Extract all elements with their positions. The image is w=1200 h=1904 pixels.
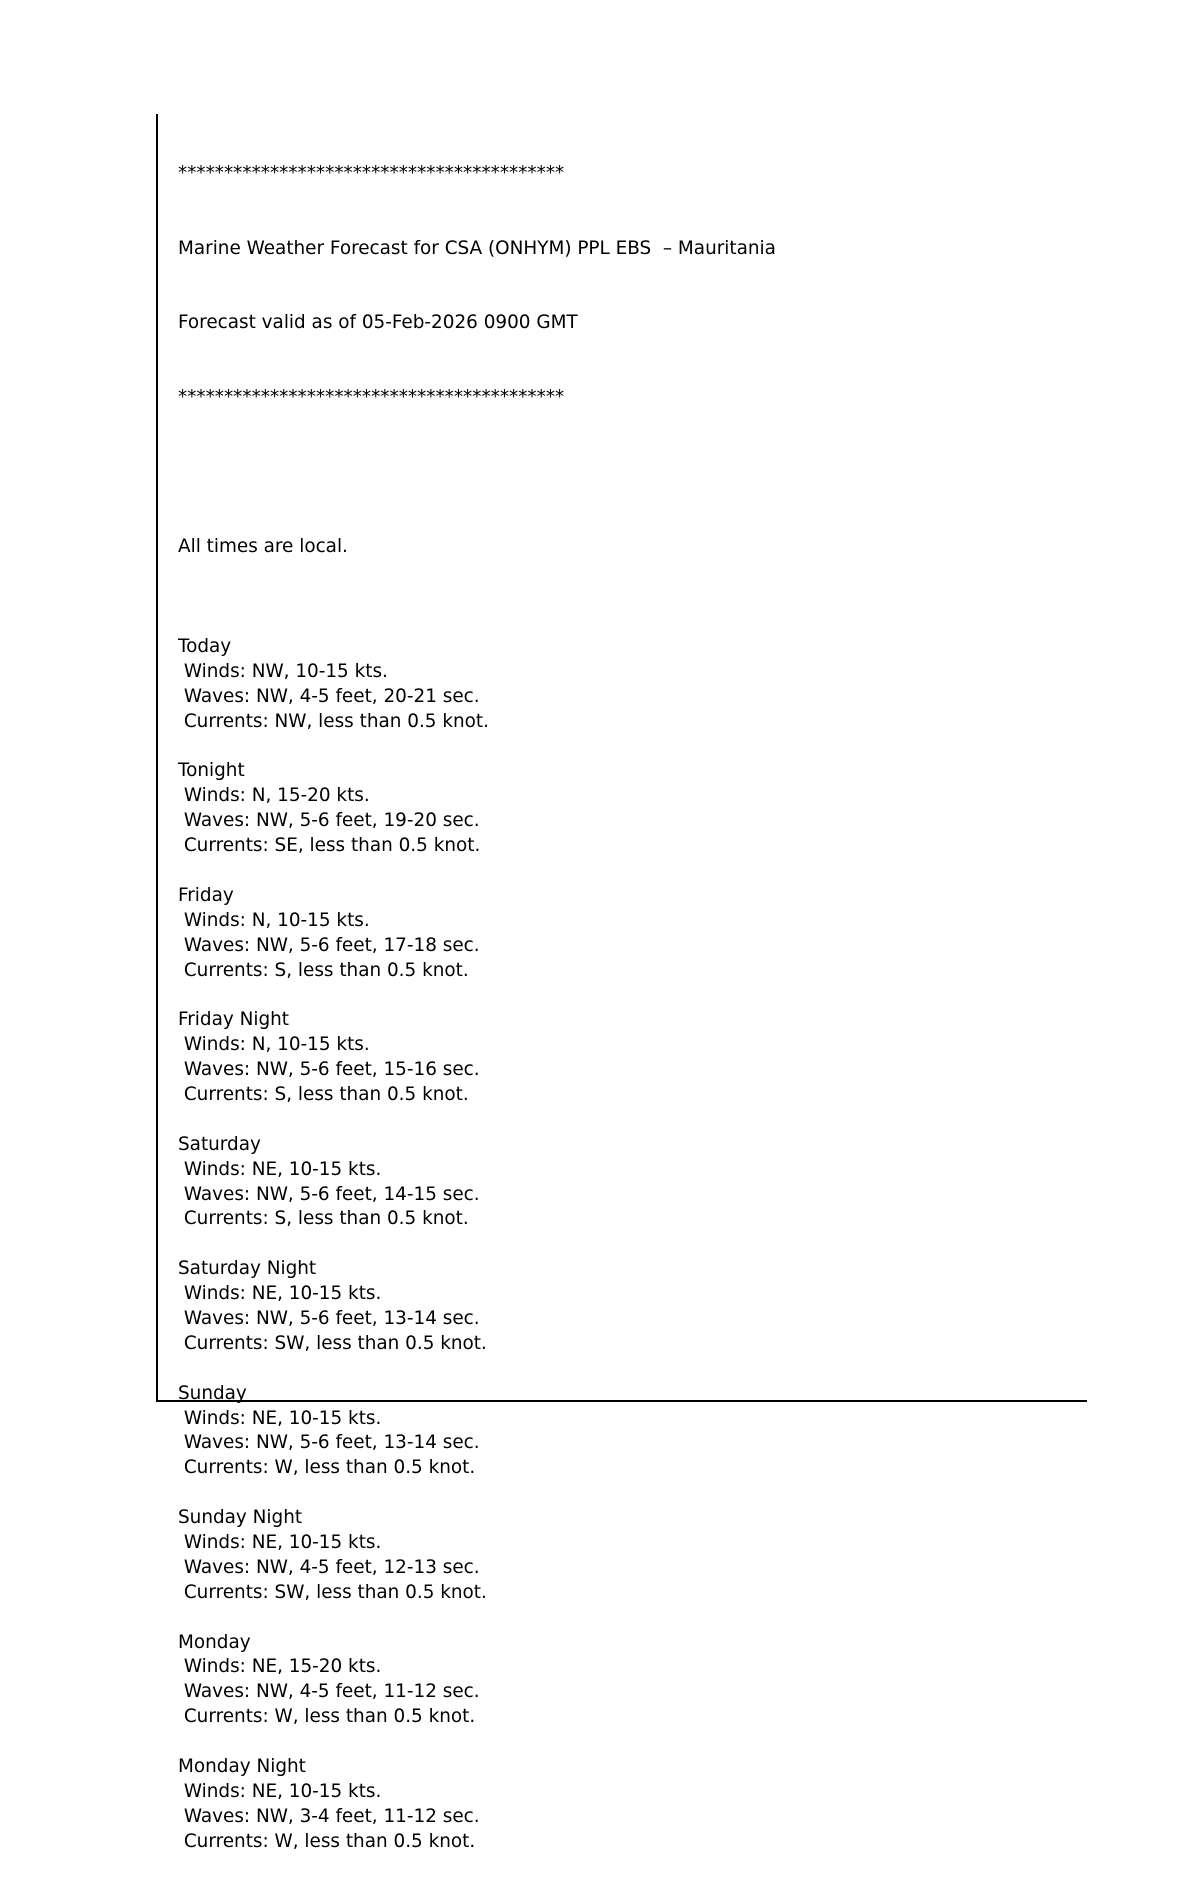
- section-title: Friday Night: [178, 1009, 289, 1031]
- forecast-line: Waves: NW, 4-5 feet, 20-21 sec.: [178, 685, 480, 707]
- forecast-line: Waves: NW, 5-6 feet, 17-18 sec.: [178, 934, 480, 956]
- forecast-line: Currents: W, less than 0.5 knot.: [178, 1830, 476, 1852]
- forecast-line: Waves: NW, 5-6 feet, 14-15 sec.: [178, 1183, 480, 1205]
- forecast-line: Waves: NW, 5-6 feet, 15-16 sec.: [178, 1059, 480, 1081]
- forecast-line: Currents: SW, less than 0.5 knot.: [178, 1332, 487, 1354]
- forecast-line: Waves: NW, 5-6 feet, 13-14 sec.: [178, 1432, 480, 1454]
- forecast-line: Winds: NE, 10-15 kts.: [178, 1780, 382, 1802]
- forecast-line: Winds: NE, 15-20 kts.: [178, 1656, 382, 1678]
- blank-line: [178, 1730, 776, 1755]
- forecast-line: Winds: NE, 10-15 kts.: [178, 1531, 382, 1553]
- box-left-border: [156, 114, 158, 1402]
- forecast-line: Waves: NW, 5-6 feet, 19-20 sec.: [178, 810, 480, 832]
- forecast-line: Waves: NW, 3-4 feet, 11-12 sec.: [178, 1805, 480, 1827]
- forecast-line: Currents: S, less than 0.5 knot.: [178, 959, 469, 981]
- forecast-line: Waves: NW, 4-5 feet, 11-12 sec.: [178, 1681, 480, 1703]
- forecast-line: Currents: SW, less than 0.5 knot.: [178, 1581, 487, 1603]
- forecast-line: Currents: SE, less than 0.5 knot.: [178, 835, 481, 857]
- forecast-line: Currents: W, less than 0.5 knot.: [178, 1457, 476, 1479]
- forecast-valid-line: Forecast valid as of 05-Feb-2026 0900 GMT: [178, 312, 578, 334]
- section-title: Sunday Night: [178, 1507, 303, 1529]
- blank-line: [178, 1232, 776, 1257]
- section-title: Saturday: [178, 1133, 261, 1155]
- forecast-line: Winds: NW, 10-15 kts.: [178, 660, 388, 682]
- forecast-line: Winds: NE, 10-15 kts.: [178, 1158, 382, 1180]
- forecast-line: Currents: W, less than 0.5 knot.: [178, 1706, 476, 1728]
- section-title: Sunday: [178, 1382, 247, 1404]
- forecast-line: Winds: N, 15-20 kts.: [178, 785, 370, 807]
- section-title: Saturday Night: [178, 1258, 317, 1280]
- section-title: Tonight: [178, 760, 245, 782]
- forecast-line: Waves: NW, 4-5 feet, 12-13 sec.: [178, 1556, 480, 1578]
- forecast-sections: [178, 610, 776, 1855]
- blank-line: [178, 1357, 776, 1382]
- forecast-line: Winds: N, 10-15 kts.: [178, 1034, 370, 1056]
- blank-line: [178, 1481, 776, 1506]
- forecast-line: Winds: NE, 10-15 kts.: [178, 1283, 382, 1305]
- blank-line: [178, 610, 776, 635]
- document-title: Marine Weather Forecast for CSA (ONHYM) PPL EBS – Mauritania: [178, 237, 776, 259]
- forecast-line: Waves: NW, 5-6 feet, 13-14 sec.: [178, 1307, 480, 1329]
- blank-line: [178, 1606, 776, 1631]
- blank-line: [178, 734, 776, 759]
- times-note: All times are local.: [178, 536, 348, 558]
- forecast-line: Currents: S, less than 0.5 knot.: [178, 1083, 469, 1105]
- blank-line: [178, 983, 776, 1008]
- blank-line: [178, 461, 776, 486]
- divider-bottom: ******************************************: [178, 386, 565, 408]
- divider-top: ******************************************: [178, 162, 565, 184]
- forecast-line: Winds: NE, 10-15 kts.: [178, 1407, 382, 1429]
- blank-line: [178, 859, 776, 884]
- section-title: Monday Night: [178, 1756, 306, 1777]
- forecast-line: Winds: N, 10-15 kts.: [178, 909, 370, 931]
- blank-line: [178, 1108, 776, 1133]
- section-title: Monday: [178, 1631, 251, 1653]
- forecast-line: Currents: NW, less than 0.5 knot.: [178, 710, 489, 732]
- section-title: Friday: [178, 884, 234, 906]
- forecast-text: [178, 112, 776, 1904]
- section-title: Today: [178, 635, 232, 657]
- forecast-line: Currents: S, less than 0.5 knot.: [178, 1208, 469, 1230]
